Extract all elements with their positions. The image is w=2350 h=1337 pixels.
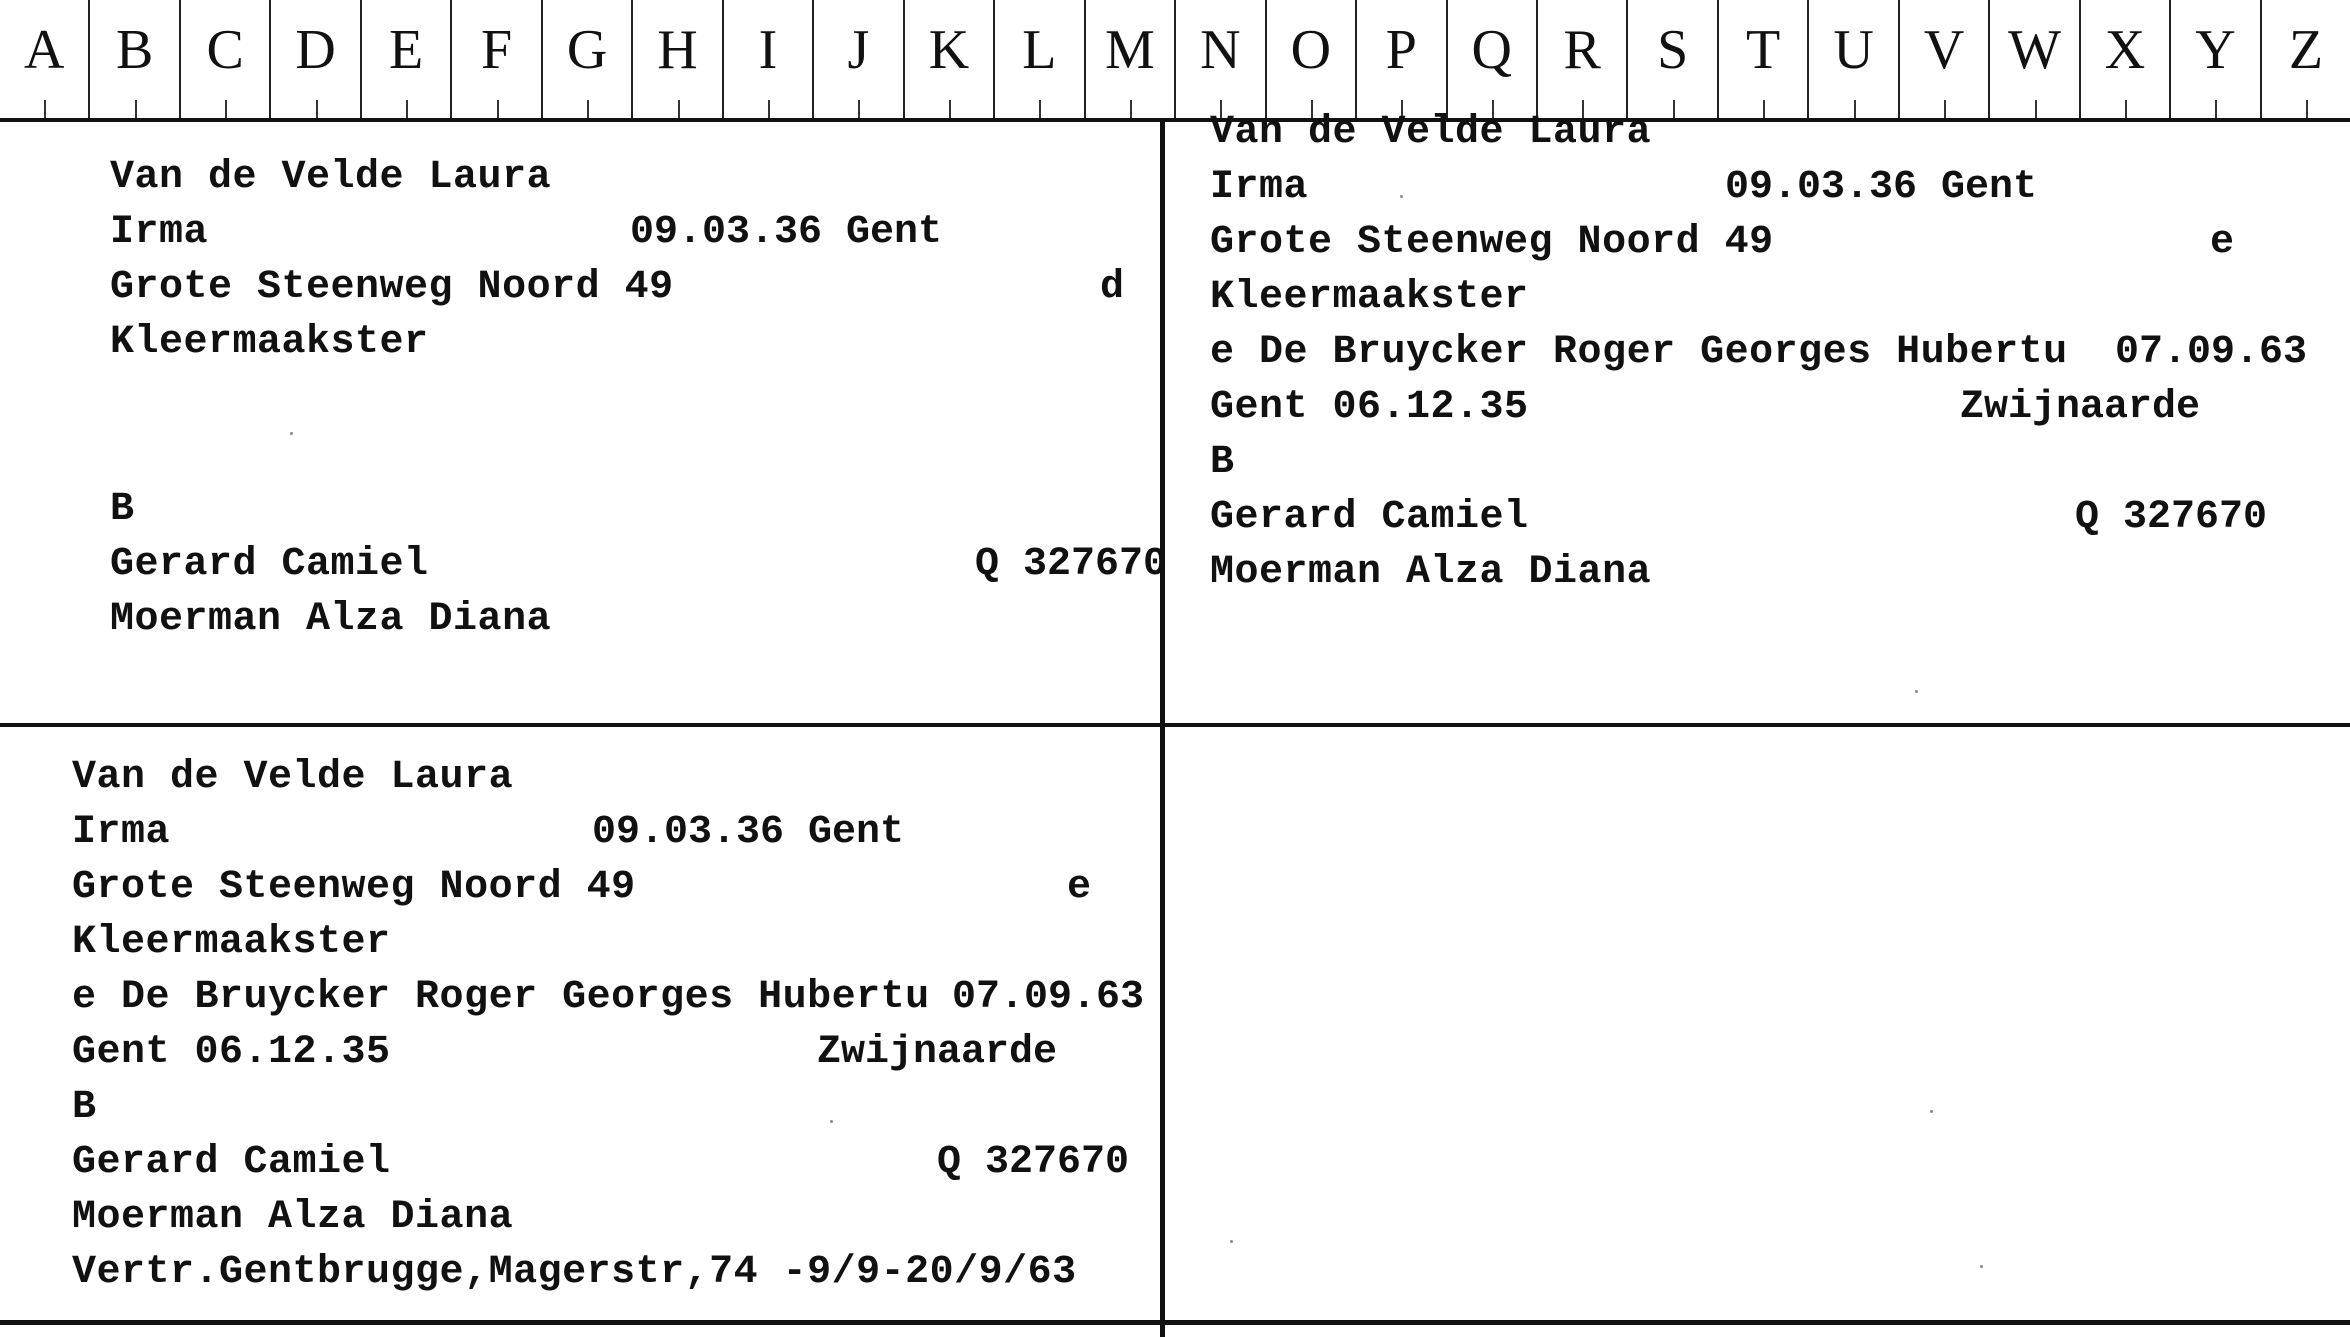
alphabet-tab-f: F xyxy=(450,0,540,118)
card-surname: Van de Velde Laura xyxy=(72,755,514,800)
card-status: B xyxy=(1210,440,1235,485)
alphabet-tab-i: I xyxy=(722,0,812,118)
vertical-divider xyxy=(1160,118,1165,1337)
scan-speck xyxy=(1915,690,1918,693)
card-top-left xyxy=(110,155,1168,655)
alphabet-tab-q: Q xyxy=(1446,0,1536,118)
alphabet-tab-t: T xyxy=(1717,0,1807,118)
alphabet-tab-r: R xyxy=(1536,0,1626,118)
alphabet-tab-g: G xyxy=(541,0,631,118)
alphabet-index-strip xyxy=(0,0,2350,122)
alphabet-tab-u: U xyxy=(1807,0,1897,118)
alphabet-tab-w: W xyxy=(1988,0,2078,118)
card-address: Grote Steenweg Noord 49 xyxy=(72,865,636,910)
bottom-divider xyxy=(0,1320,2350,1325)
card-marker: e xyxy=(2210,220,2235,265)
card-spouse: e De Bruycker Roger Georges Hubertu xyxy=(72,975,930,1020)
card-birth: 09.03.36 Gent xyxy=(592,810,905,855)
card-bottom-left xyxy=(72,755,1145,1315)
card-bottom-right-empty xyxy=(1170,730,2350,1320)
scan-speck xyxy=(1930,1110,1933,1113)
card-firstname: Irma xyxy=(72,810,171,855)
alphabet-tab-v: V xyxy=(1898,0,1988,118)
card-marriage-date: 07.09.63 xyxy=(952,975,1145,1020)
alphabet-tab-x: X xyxy=(2079,0,2169,118)
card-marriage-date: 07.09.63 xyxy=(2115,330,2308,375)
alphabet-tab-m: M xyxy=(1084,0,1174,118)
card-firstname: Irma xyxy=(1210,165,1309,210)
card-place: Zwijnaarde xyxy=(1960,385,2201,430)
alphabet-tab-j: J xyxy=(812,0,902,118)
card-marker: d xyxy=(1100,265,1125,310)
alphabet-tab-d: D xyxy=(269,0,359,118)
horizontal-divider xyxy=(0,723,2350,727)
alphabet-tab-n: N xyxy=(1174,0,1264,118)
card-spouse-birth: Gent 06.12.35 xyxy=(72,1030,391,1075)
card-birth: 09.03.36 Gent xyxy=(1725,165,2038,210)
scan-speck xyxy=(830,1120,833,1123)
alphabet-tab-k: K xyxy=(903,0,993,118)
card-mother: Moerman Alza Diana xyxy=(1210,550,1652,595)
card-mother: Moerman Alza Diana xyxy=(72,1195,514,1240)
card-top-right xyxy=(1210,110,2330,630)
alphabet-tab-z: Z xyxy=(2260,0,2350,118)
alphabet-tab-c: C xyxy=(179,0,269,118)
scan-speck xyxy=(1230,1240,1233,1243)
alphabet-tab-y: Y xyxy=(2169,0,2259,118)
scan-speck xyxy=(1980,1265,1983,1268)
card-father: Gerard Camiel xyxy=(110,542,429,587)
card-departure-note: Vertr.Gentbrugge,Magerstr,74 -9/9-20/9/63 xyxy=(72,1250,1077,1295)
card-reference: Q 327670 xyxy=(2075,495,2268,540)
card-status: B xyxy=(72,1085,97,1130)
alphabet-tab-a: A xyxy=(0,0,88,118)
card-surname: Van de Velde Laura xyxy=(110,155,552,200)
card-address: Grote Steenweg Noord 49 xyxy=(110,265,674,310)
card-father: Gerard Camiel xyxy=(1210,495,1529,540)
scan-speck xyxy=(1400,195,1403,198)
card-place: Zwijnaarde xyxy=(817,1030,1058,1075)
alphabet-tab-s: S xyxy=(1626,0,1716,118)
card-father: Gerard Camiel xyxy=(72,1140,391,1185)
card-address: Grote Steenweg Noord 49 xyxy=(1210,220,1774,265)
card-marker: e xyxy=(1067,865,1092,910)
card-occupation: Kleermaakster xyxy=(110,320,429,365)
card-occupation: Kleermaakster xyxy=(1210,275,1529,320)
card-spouse-birth: Gent 06.12.35 xyxy=(1210,385,1529,430)
alphabet-tab-p: P xyxy=(1355,0,1445,118)
alphabet-tab-o: O xyxy=(1265,0,1355,118)
alphabet-tab-e: E xyxy=(360,0,450,118)
card-reference: Q 327670 xyxy=(937,1140,1130,1185)
card-spouse: e De Bruycker Roger Georges Hubertu xyxy=(1210,330,2068,375)
alphabet-tab-l: L xyxy=(993,0,1083,118)
scan-speck xyxy=(290,432,293,435)
card-firstname: Irma xyxy=(110,210,209,255)
alphabet-tab-h: H xyxy=(631,0,721,118)
card-surname: Van de Velde Laura xyxy=(1210,110,1652,155)
alphabet-tab-b: B xyxy=(88,0,178,118)
card-birth: 09.03.36 Gent xyxy=(630,210,943,255)
card-status: B xyxy=(110,487,135,532)
card-occupation: Kleermaakster xyxy=(72,920,391,965)
card-mother: Moerman Alza Diana xyxy=(110,597,552,642)
card-reference: Q 327670 xyxy=(975,542,1168,587)
